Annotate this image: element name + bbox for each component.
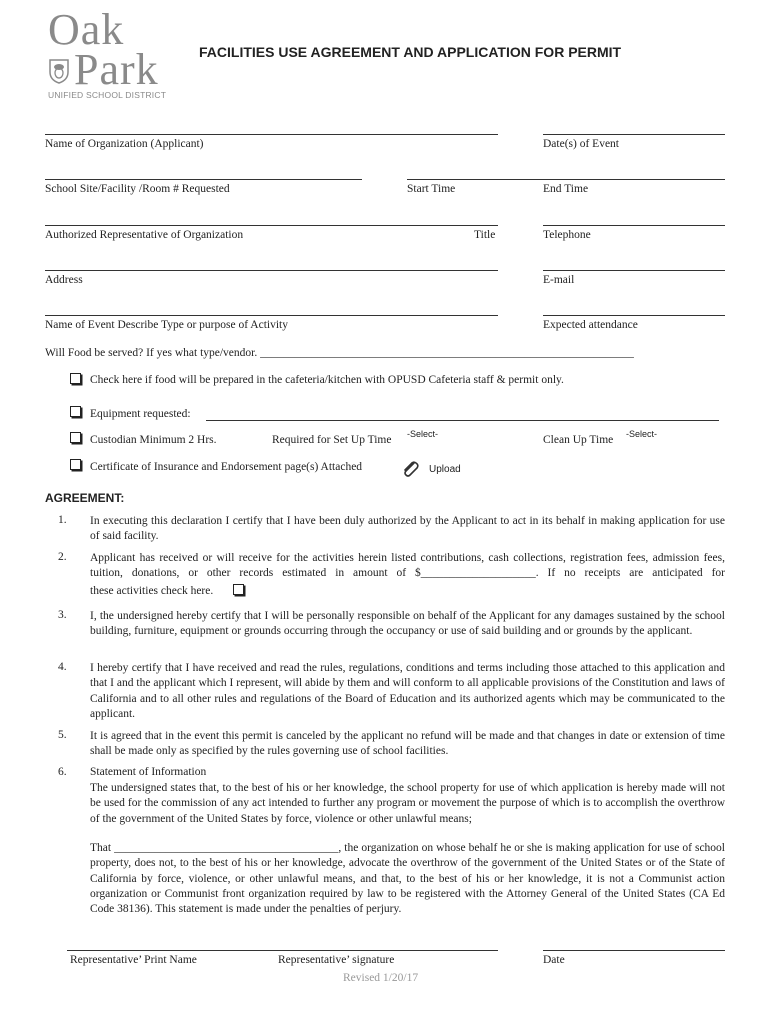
telephone-input[interactable] (543, 209, 724, 225)
upload-label: Upload (429, 464, 461, 475)
sign-date-label: Date (543, 954, 565, 966)
item-3-number: 3. (58, 609, 67, 621)
sign-date-input[interactable] (543, 935, 724, 950)
start-time-line (407, 179, 725, 180)
equipment-line (206, 420, 719, 421)
insurance-checkbox[interactable] (70, 459, 81, 470)
address-input[interactable] (45, 254, 497, 270)
no-receipts-checkbox[interactable] (233, 584, 244, 595)
start-time-label: Start Time (407, 183, 456, 195)
start-time-input[interactable] (407, 163, 457, 179)
item-5-text: It is agreed that in the event this permit is canceled by the applicant no refund will be made and that changes in date or extension of time shall be made only as specified by the rules governing use of school facilities. (90, 730, 725, 758)
auth-rep-label: Authorized Representative of Organization (45, 229, 244, 241)
setup-time-select[interactable]: -Select- (407, 429, 439, 439)
org-name-label: Name of Organization (Applicant) (45, 138, 204, 150)
upload-button[interactable] (400, 460, 468, 478)
item-5-number: 5. (58, 729, 67, 741)
item-2-number: 2. (58, 551, 67, 563)
insurance-label: Certificate of Insurance and Endorsement page(s) Attached (90, 461, 363, 473)
address-line (45, 270, 498, 271)
equipment-checkbox[interactable] (70, 406, 81, 417)
revised-date: Revised 1/20/17 (343, 972, 419, 984)
email-label: E-mail (543, 274, 575, 286)
attendance-line (543, 315, 725, 316)
setup-time-label: Required for Set Up Time (272, 434, 392, 446)
cafeteria-label: Check here if food will be prepared in the cafeteria/kitchen with OPUSD Cafeteria staff & permit only. (90, 374, 564, 386)
oak-park-logo (44, 5, 172, 102)
acorn-crest-icon (48, 58, 70, 84)
event-dates-line (543, 134, 725, 135)
that-paragraph: That _______________________________________, the organization on whose behalf he or she is making application for use of school property, does not, to the best of his or her knowledge, advocate the overthrow of the government of the United States or of the State of California by force, violence, or other unlawful means, and that, to the best of his or her knowledge, it is not a Communist action organization or Communist front organization required by law to be registered with the Attorney General of the United States (CA Ed Code 38136). This statement is made under the penalties of perjury. (90, 842, 725, 916)
item-6-number: 6. (58, 766, 67, 778)
title-label: Title (474, 229, 496, 241)
logo-line-oak: Oak (48, 5, 125, 54)
logo-district: UNIFIED SCHOOL DISTRICT (48, 90, 167, 100)
auth-rep-line (45, 225, 498, 226)
agreement-heading: AGREEMENT: (45, 491, 125, 505)
org-name-line (45, 134, 498, 135)
email-line (543, 270, 725, 271)
signature-line (67, 950, 498, 951)
attendance-label: Expected attendance (543, 319, 638, 331)
signature-label: Representative’ signature (278, 954, 395, 966)
end-time-label: End Time (543, 183, 589, 195)
item-6-heading: Statement of Information (90, 766, 207, 778)
cleanup-time-select[interactable]: -Select- (626, 429, 658, 439)
cafeteria-checkbox[interactable] (70, 373, 81, 384)
paperclip-icon (400, 460, 420, 478)
food-vendor-input[interactable] (287, 345, 715, 359)
event-name-label: Name of Event Describe Type or purpose of Activity (45, 319, 288, 331)
event-name-line (45, 315, 498, 316)
event-dates-label: Date(s) of Event (543, 138, 619, 150)
site-room-line (45, 179, 362, 180)
item-4-text: I hereby certify that I have received and read the rules, regulations, conditions and terms including those attached to this application and that I and the applicant which I represent, will abide by them and will conform to all applicable provisions of the Constitution and laws of California and to all other rules and regulations of the Board of Education and its authorized agents which may be communicated to the applicant. (90, 662, 725, 720)
org-name-input[interactable] (45, 118, 497, 134)
equipment-input[interactable] (206, 405, 718, 419)
item-1-number: 1. (58, 514, 67, 526)
logo-line-park: Park (74, 45, 159, 94)
item-4-number: 4. (58, 661, 67, 673)
end-time-input[interactable] (543, 163, 724, 179)
item-3-text: I, the undersigned hereby certify that I will be personally responsible on behalf of the Applicant for any damages sustained by the school building, furniture, equipment or grounds occurring through the occupancy or use of said building and or grounds by the applicant. (90, 610, 725, 638)
telephone-line (543, 225, 725, 226)
site-room-input[interactable] (45, 163, 361, 179)
address-label: Address (45, 274, 83, 286)
event-dates-input[interactable] (543, 118, 724, 134)
sign-date-line (543, 950, 725, 951)
custodian-checkbox[interactable] (70, 432, 81, 443)
print-name-input[interactable] (67, 935, 267, 950)
signature-input[interactable] (277, 935, 497, 950)
custodian-label: Custodian Minimum 2 Hrs. (90, 434, 217, 446)
site-room-label: School Site/Facility /Room # Requested (45, 183, 230, 195)
equipment-label: Equipment requested: (90, 408, 191, 420)
item-1-text: In executing this declaration I certify that I have been duly authorized by the Applicant to act in its behalf in making application for use of said facility. (90, 515, 725, 543)
email-input[interactable] (543, 254, 724, 270)
cleanup-time-label: Clean Up Time (543, 434, 614, 446)
item-6-text: The undersigned states that, to the best of his or her knowledge, the school property for use of which application is hereby made will not be used for the commission of any act intended to further any program or movement the purpose of which is to accomplish the overthrow of the government of the United States by force, violence or other unlawful means; (90, 782, 725, 825)
auth-rep-input[interactable] (45, 209, 497, 225)
item-2-text-end: these activities check here. (90, 585, 214, 597)
telephone-label: Telephone (543, 229, 591, 241)
attendance-input[interactable] (543, 299, 724, 315)
page-title: FACILITIES USE AGREEMENT AND APPLICATION FOR PERMIT (199, 44, 622, 60)
print-name-label: Representative’ Print Name (70, 954, 197, 966)
event-name-input[interactable] (45, 299, 497, 315)
food-question: Will Food be served? If yes what type/vendor. _________________________________________________________________ (45, 347, 634, 359)
item-2-text: Applicant has received or will receive for the activities herein listed contributions, cash collections, registration fees, admission fees, tuition, donations, or other records estimated in amount of $____________________. If no receipts are anticipated for (90, 552, 725, 580)
